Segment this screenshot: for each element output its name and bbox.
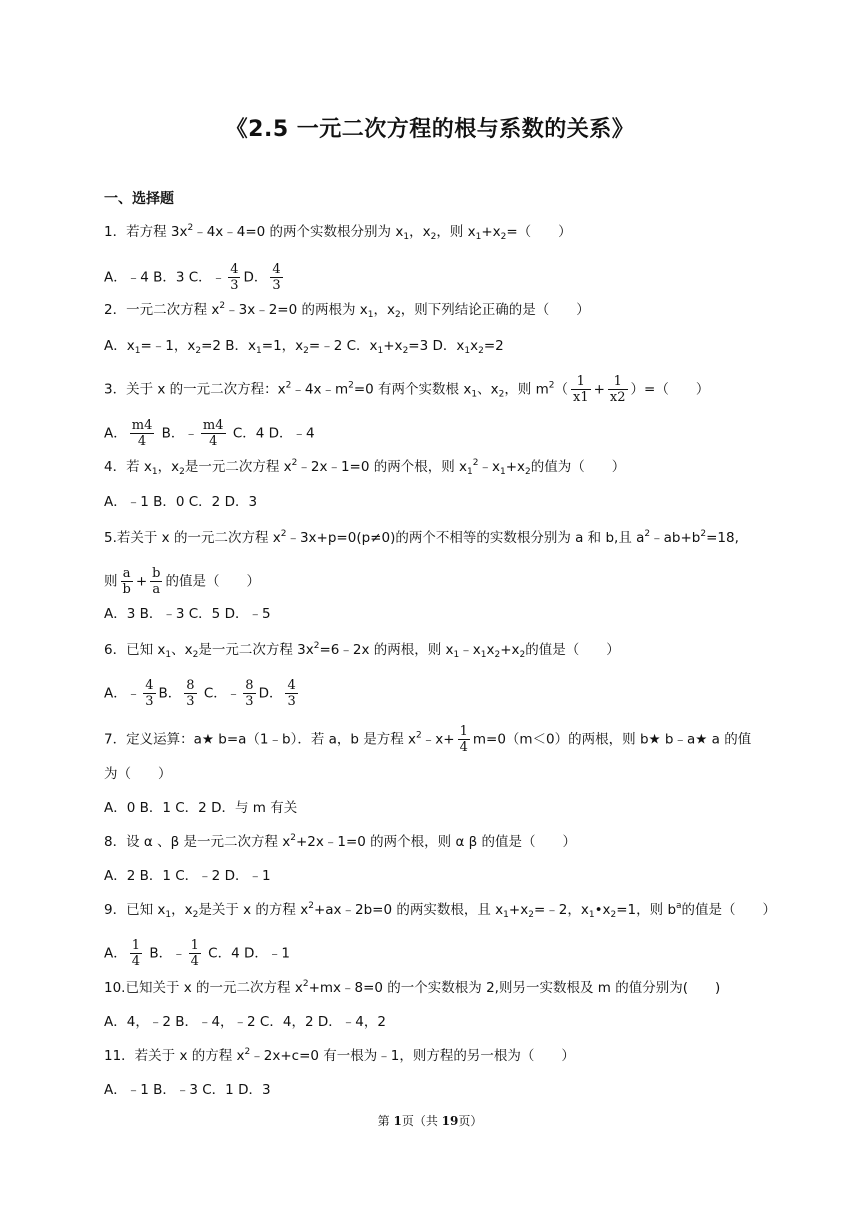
fraction: $\frac{1}{4}$ <box>459 724 468 755</box>
fraction: $\frac{m4}{4}$ <box>131 418 153 449</box>
question-1: 1．若方程 $3x^2﹣4x﹣4=0$ 的两个实数根分别为 $x_1$，$x_2$，则 $x_1+x_2=$（ ） <box>104 223 572 242</box>
question-5: 5.若关于 x 的一元二次方程 $x^2﹣3x+p=0(p\ne 0)$的两个不相等的实数根分别为 a 和 b,且 $a^2﹣ab+b^2=18$, <box>104 529 739 546</box>
fraction: $\frac{4}{3}$ <box>230 262 239 293</box>
fraction: $\frac{1}{4}$ <box>131 938 141 969</box>
question-4: 4．若 $x_1$，$x_2$是一元二次方程 $x^2﹣2x﹣1=0$ 的两个根，则 $x_1^2﹣x_1+x_2$的值为（ ） <box>104 458 626 477</box>
question-2-options: A．$x_1=﹣1$，$x_2=2$ B．$x_1=1$，$x_2=﹣2$ C．$x_1+x_2=3$ D．$x_1x_2=2$ <box>104 338 504 356</box>
question-2: 2．一元二次方程 $x^2﹣3x﹣2=0$ 的两根为 $x_1$，$x_2$，则下列结论正确的是（ ） <box>104 301 590 320</box>
fraction: $\frac{1}{x1}$ <box>573 374 589 405</box>
fraction: $\frac{a}{b}$ <box>122 566 131 597</box>
section-heading: 一、选择题 <box>104 191 174 207</box>
question-11: 11．若关于 x 的方程 $x^2﹣2x+c=0$ 有一根为﹣1，则方程的另一根为（ ） <box>104 1047 575 1064</box>
question-9: 9．已知 $x_1$，$x_2$是关于 x 的方程 $x^2+ax﹣2b=0$ 的两实数根，且 $x_1+x_2=﹣2$，$x_1•x_2=1$，则 $b^a$的值是（ ） <box>104 901 777 920</box>
question-5-options: A．3 B．﹣3 C．5 D．﹣5 <box>104 606 271 622</box>
question-6-options: A．﹣ $\frac{4}{3}$ B． $\frac{8}{3}$ C．﹣ $\frac{8}{3}$ D． $\frac{4}{3}$ <box>104 678 296 709</box>
question-10-options: A．4，﹣2 B．﹣4，﹣2 C．4，2 D．﹣4，2 <box>104 1014 386 1030</box>
question-7-cont: 为（ ） <box>104 766 172 782</box>
page-title: 《2.5 一元二次方程的根与系数的关系》 <box>225 117 635 142</box>
fraction: $\frac{1}{4}$ <box>190 938 199 969</box>
fraction: $\frac{4}{3}$ <box>272 262 281 293</box>
fraction: $\frac{8}{3}$ <box>186 678 195 709</box>
question-6: 6．已知 $x_1$、$x_2$是一元二次方程 $3x^2=6﹣2x$ 的两根，则 $x_1﹣x_1x_2+x_2$的值是（ ） <box>104 641 620 660</box>
question-8: 8．设 α 、β 是一元二次方程 $x^2+2x﹣1=0$ 的两个根，则 α β 的值是（ ） <box>104 833 577 850</box>
question-1-options: A．﹣4 B．3 C．﹣ $\frac{4}{3}$ D． $\frac{4}{3}$ <box>104 262 281 293</box>
question-10: 10.已知关于 x 的一元二次方程 $x^2+mx﹣8=0$ 的一个实数根为 2,则另一实数根及 m 的值分别为( ) <box>104 979 721 996</box>
fraction: $\frac{m4}{4}$ <box>202 418 224 449</box>
page-footer: 第 1页（共 19页） <box>377 1114 483 1128</box>
fraction: $\frac{4}{3}$ <box>145 678 154 709</box>
question-7-options: A．0 B．1 C．2 D．与 m 有关 <box>104 800 298 816</box>
question-5-cont: 则 $\frac{a}{b}$ + $\frac{b}{a}$ 的值是（ ） <box>104 566 260 597</box>
fraction: $\frac{4}{3}$ <box>287 678 296 709</box>
question-8-options: A．2 B．1 C．﹣2 D．﹣1 <box>104 868 271 884</box>
question-9-options: A． $\frac{1}{4}$ B．﹣ $\frac{1}{4}$ C．4 D．﹣1 <box>104 938 290 969</box>
question-11-options: A．﹣1 B．﹣3 C．1 D．3 <box>104 1082 271 1098</box>
fraction: $\frac{1}{x2}$ <box>609 374 626 405</box>
question-3-options: A． $\frac{m4}{4}$ B．﹣ $\frac{m4}{4}$ C．4 D．﹣4 <box>104 418 315 449</box>
question-7: 7．定义运算：a★ b=a（1﹣b）．若 a，b 是方程 $x^2﹣x+$ $\frac{1}{4}$ m=0（m＜0）的两根，则 b★ b﹣a★ a 的值 <box>104 724 752 755</box>
question-4-options: A．﹣1 B．0 C．2 D．3 <box>104 494 258 510</box>
fraction: $\frac{b}{a}$ <box>152 566 161 597</box>
fraction: $\frac{8}{3}$ <box>245 678 254 709</box>
question-3: 3．关于 x 的一元二次方程：$x^2﹣4x﹣m^2=0$ 有两个实数根 $x_1$、$x_2$，则 $m^2$（ $\frac{1}{x1}$ + $\frac{1}{x2}$ ）=（ ） <box>104 374 710 405</box>
